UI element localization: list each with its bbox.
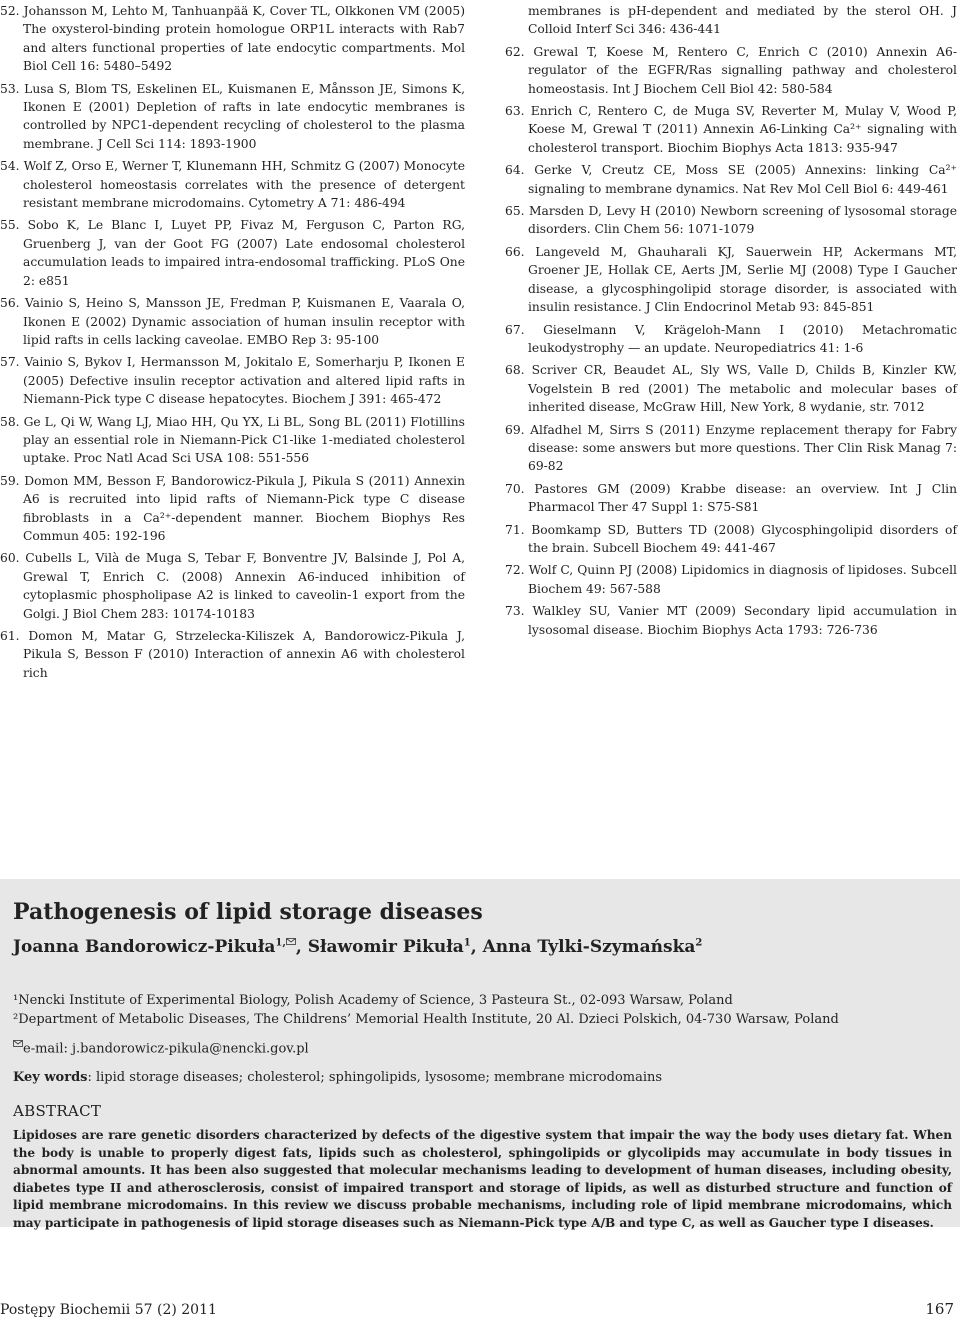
reference-text: Gieselmann V, Krägeloh-Mann I (2010) Metachromatic leukodystrophy — an update. Neuropediatrics 41: 1-6 [528, 322, 957, 355]
journal-footer: Postępy Biochemii 57 (2) 2011 [0, 1302, 217, 1318]
reference-item [505, 361, 957, 416]
author-name: Anna Tylki-Szymańska [482, 937, 696, 957]
reference-number: 58. [0, 414, 20, 429]
reference-item [0, 413, 465, 468]
keywords-label: Key words [13, 1070, 88, 1085]
affiliation-1: ¹Nencki Institute of Experimental Biology, Polish Academy of Science, 3 Pasteura St., 02-093 Warsaw, Poland [13, 993, 733, 1008]
reference-number: 55. [0, 218, 20, 233]
reference-item [505, 421, 957, 476]
reference-number: 65. [505, 204, 525, 219]
reference-item [0, 472, 465, 546]
reference-text: Lusa S, Blom TS, Eskelinen EL, Kuismanen E, Månsson JE, Simons K, Ikonen E (2001) Depletion of rafts in late endocytic membranes is controlled by NPC1-dependent recycling of cholesterol to the plasma membrane. J Cell Sci 114: 1893-1900 [23, 81, 465, 151]
reference-text: Scriver CR, Beaudet AL, Sly WS, Valle D, Childs B, Kinzler KW, Vogelstein B red (2001) The metabolic and molecular bases of inherited disease, McGraw Hill, New York, 8 wydanie, str. 7012 [528, 363, 957, 415]
reference-number: 69. [505, 422, 525, 437]
reference-number: 54. [0, 159, 20, 174]
reference-number: 72. [505, 563, 525, 578]
reference-text: Marsden D, Levy H (2010) Newborn screening of lysosomal storage disorders. Clin Chem 56: 1071-1079 [528, 204, 957, 237]
reference-item [505, 202, 957, 239]
article-header-box [0, 879, 960, 1230]
reference-text: Ge L, Qi W, Wang LJ, Miao HH, Qu YX, Li BL, Song BL (2011) Flotillins play an essential role in Niemann-Pick C1-like 1-mediated cholesterol uptake. Proc Natl Acad Sci USA 108: 551-556 [23, 414, 465, 466]
reference-text: Pastores GM (2009) Krabbe disease: an overview. Int J Clin Pharmacol Ther 47 Suppl 1: S75-S81 [528, 481, 957, 515]
reference-text: Wolf Z, Orso E, Werner T, Klunemann HH, Schmitz G (2007) Monocyte cholesterol homeostasis correlates with the presence of detergent resistant membrane microdomains. Cytometry A 71: 486-494 [23, 159, 466, 211]
reference-number: 64. [505, 163, 525, 178]
reference-text: Boomkamp SD, Butters TD (2008) Glycosphingolipid disorders of the brain. Subcell Biochem 49: 441-467 [528, 522, 957, 555]
reference-item [505, 161, 957, 198]
reference-number: 63. [505, 104, 525, 119]
author-separator: , [295, 937, 308, 957]
reference-number: 62. [505, 44, 525, 59]
reference-text: Wolf C, Quinn PJ (2008) Lipidomics in diagnosis of lipidoses. Subcell Biochem 49: 567-588 [528, 563, 957, 596]
author-affiliation-marker: 2 [695, 937, 703, 949]
corresponding-email [13, 1040, 952, 1056]
author-affiliation-marker: 1 [463, 937, 471, 949]
reference-item [0, 157, 465, 212]
reference-number: 57. [0, 355, 20, 370]
reference-text: Enrich C, Rentero C, de Muga SV, Reverter M, Mulay V, Wood P, Koese M, Grewal T (2011) Annexin A6-Linking Ca²⁺ signaling with cholesterol transport. Biochim Biophys Acta 1813: 935-947 [528, 104, 957, 155]
reference-text: Gerke V, Creutz CE, Moss SE (2005) Annexins: linking Ca²⁺ signaling to membrane dynamics. Nat Rev Mol Cell Biol 6: 449-461 [528, 163, 957, 196]
reference-item [505, 480, 957, 517]
author-affiliation-marker: 1, [275, 937, 286, 949]
abstract-heading: ABSTRACT [13, 1102, 102, 1120]
reference-number: 71. [505, 522, 525, 537]
reference-number: 60. [0, 551, 20, 566]
reference-item [0, 216, 465, 290]
reference-item [505, 561, 957, 598]
page-number: 167 [925, 1300, 954, 1318]
reference-text: Cubells L, Vilà de Muga S, Tebar F, Bonventre JV, Balsinde J, Pol A, Grewal T, Enrich C. (2008) Annexin A6-induced inhibition of cytoplasmic phospholipase A2 is linked to caveolin-1 export from the Golgi. J Biol Chem 283: 10174-10183 [23, 551, 465, 621]
reference-text: Grewal T, Koese M, Rentero C, Enrich C (2010) Annexin A6-regulator of the EGFR/Ras signalling pathway and cholesterol homeostasis. Int J Biochem Cell Biol 42: 580-584 [528, 44, 957, 96]
reference-number: 52. [0, 4, 20, 18]
reference-item [505, 2, 957, 39]
reference-number: 73. [505, 604, 525, 619]
author-name: Joanna Bandorowicz-Pikuła [13, 937, 276, 957]
reference-number: 68. [505, 363, 525, 378]
reference-number: 53. [0, 81, 20, 96]
reference-item [0, 549, 465, 623]
abstract-text: Lipidoses are rare genetic disorders characterized by defects of the digestive system that impair the way the body uses dietary fat. When the body is unable to properly digest fats, lipids such as cholesterol, sphingolipids or glycolipids may accumulate in body tissues in abnormal amounts. It has been also suggested that molecular mechanisms leading to development of human diseases, including obesity, diabetes type II and atherosclerosis, consist of impaired transport and storage of lipids, as well as disturbed structure and function of lipid membrane microdomains. In this review we discuss probable mechanisms, including role of lipid membrane microdomains, which may participate in pathogenesis of lipid storage diseases such as Niemann-Pick type A/B and type C, as well as Gaucher type I diseases. [13, 1128, 952, 1230]
affiliation-2: ²Department of Metabolic Diseases, The Childrens’ Memorial Health Institute, 20 Al. Dzieci Polskich, 04-730 Warsaw, Poland [13, 1012, 839, 1027]
reference-text: Domon M, Matar G, Strzelecka-Kiliszek A, Bandorowicz-Pikula J, Pikula S, Besson F (2010) Interaction of annexin A6 with cholesterol rich [23, 629, 465, 680]
reference-item [0, 294, 465, 349]
keywords-text: : lipid storage diseases; cholesterol; sphingolipids, lysosome; membrane microdomains [87, 1070, 663, 1085]
reference-text: membranes is pH-dependent and mediated by the sterol OH. J Colloid Interf Sci 346: 436-441 [528, 4, 957, 37]
reference-item [0, 80, 465, 154]
references-left-column [0, 2, 465, 686]
reference-item [0, 627, 465, 682]
reference-number: 66. [505, 244, 525, 259]
reference-number: 70. [505, 481, 525, 496]
reference-number: 59. [0, 473, 20, 488]
author-name: Sławomir Pikuła [307, 937, 464, 957]
reference-text: Vainio S, Bykov I, Hermansson M, Jokitalo E, Somerharju P, Ikonen E (2005) Defective insulin receptor activation and altered lipid rafts in Niemann-Pick type C disease hepatocytes. Biochem J 391: 465-472 [23, 355, 465, 407]
author-separator: , [470, 937, 483, 957]
reference-text: Vainio S, Heino S, Mansson JE, Fredman P, Kuismanen E, Vaarala O, Ikonen E (2002) Dynamic association of human insulin receptor with lipid rafts in cells lacking caveolae. EMBO Rep 3: 95-100 [23, 296, 465, 347]
reference-text: Johansson M, Lehto M, Tanhuanpää K, Cover TL, Olkkonen VM (2005) The oxysterol-binding protein homologue ORP1L interacts with Rab7 and alters functional properties of late endocytic compartments. Mol Biol Cell 16: 5480–5492 [23, 4, 465, 74]
reference-text: Domon MM, Besson F, Bandorowicz-Pikula J, Pikula S (2011) Annexin A6 is recruited into lipid rafts of Niemann-Pick type C disease fibroblasts in a Ca²⁺-dependent manner. Biochem Biophys Res Commun 405: 192-196 [23, 473, 465, 543]
reference-item [505, 243, 957, 317]
references-right-column [505, 2, 957, 643]
reference-item [505, 102, 957, 157]
envelope-icon [13, 1040, 23, 1047]
author-list [13, 937, 952, 957]
reference-item [505, 602, 957, 639]
reference-text: Alfadhel M, Sirrs S (2011) Enzyme replacement therapy for Fabry disease: some answers but more questions. Ther Clin Risk Manag 7: 69-82 [528, 422, 957, 474]
reference-number: 56. [0, 296, 20, 311]
reference-text: Sobo K, Le Blanc I, Luyet PP, Fivaz M, Ferguson C, Parton RG, Gruenberg J, van der Goot FG (2007) Late endosomal cholesterol accumulation leads to impaired intra-endosomal trafficking. PLoS One 2: e851 [23, 218, 465, 288]
reference-number: 67. [505, 322, 525, 337]
reference-item [505, 521, 957, 558]
email-text: e-mail: j.bandorowicz-pikula@nencki.gov.pl [23, 1041, 309, 1057]
keywords [13, 1070, 952, 1085]
reference-number: 61. [0, 629, 20, 643]
reference-item [505, 43, 957, 98]
reference-item [0, 353, 465, 408]
reference-item [505, 321, 957, 358]
reference-text: Langeveld M, Ghauharali KJ, Sauerwein HP, Ackermans MT, Groener JE, Hollak CE, Aerts JM, Serlie MJ (2008) Type I Gaucher disease, a glycosphingolipid storage disorder, is associated with insulin resistance. J Clin Endocrinol Metab 93: 845-851 [528, 244, 957, 315]
reference-item [0, 2, 465, 76]
article-title: Pathogenesis of lipid storage diseases [13, 899, 483, 925]
reference-text: Walkley SU, Vanier MT (2009) Secondary lipid accumulation in lysosomal disease. Biochim Biophys Acta 1793: 726-736 [528, 604, 957, 637]
envelope-icon [286, 938, 296, 945]
